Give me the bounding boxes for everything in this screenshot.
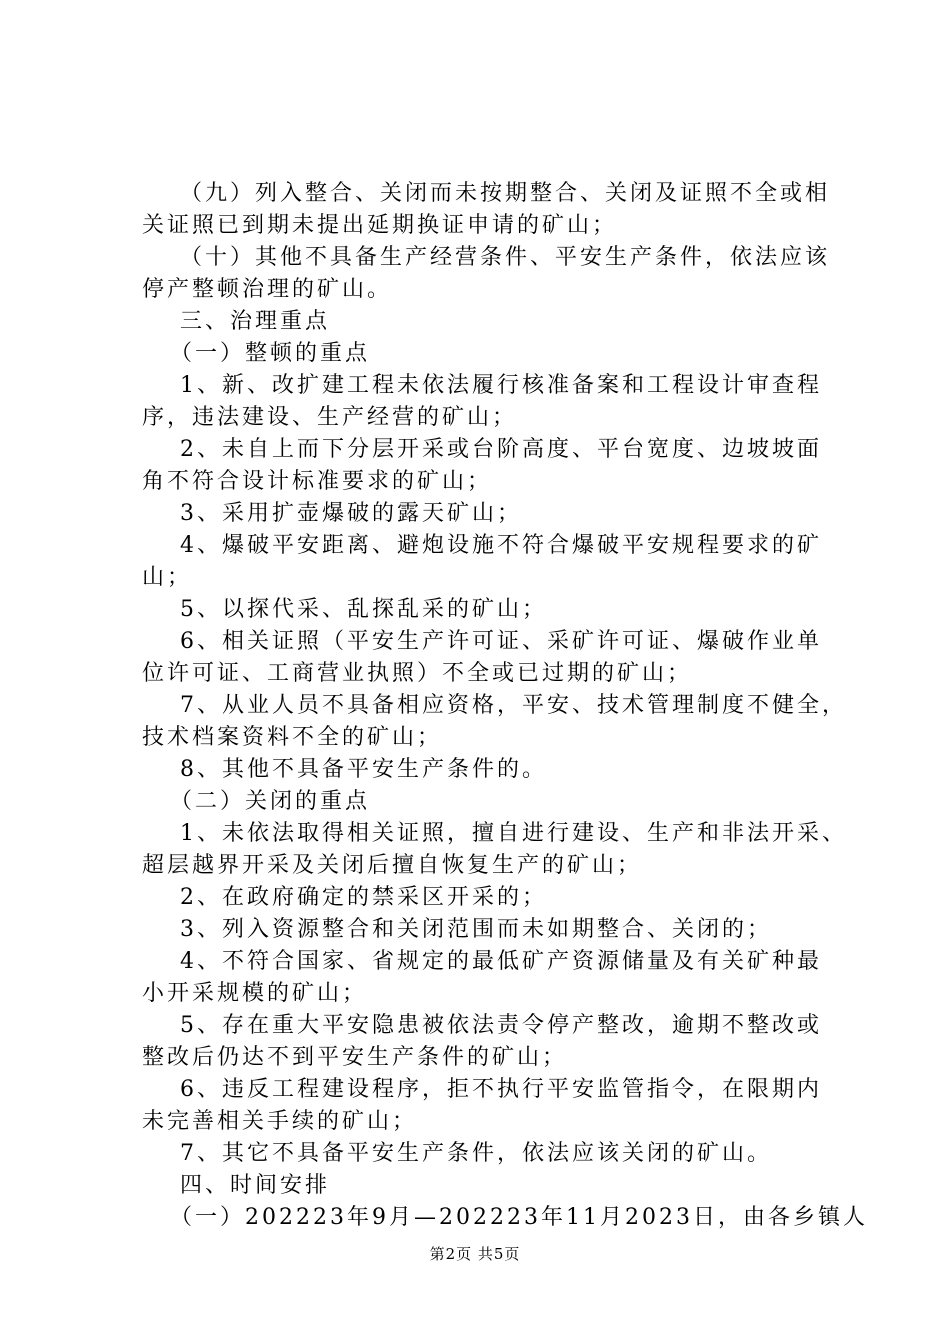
text-line: 山； xyxy=(142,565,193,590)
text-line: 7、从业人员不具备相应资格，平安、技术管理制度不健全， xyxy=(180,693,847,718)
text-line: 未完善相关手续的矿山； xyxy=(142,1109,418,1134)
text-line: 7、其它不具备平安生产条件，依法应该关闭的矿山。 xyxy=(180,1141,772,1166)
text-line: 6、相关证照（平安生产许可证、采矿许可证、爆破作业单 xyxy=(180,629,822,654)
text-line: 超层越界开采及关闭后擅自恢复生产的矿山； xyxy=(142,853,643,878)
document-body xyxy=(142,178,868,1234)
text-line: 技术档案资料不全的矿山； xyxy=(142,725,443,750)
text-line: 4、不符合国家、省规定的最低矿产资源储量及有关矿种最 xyxy=(180,949,822,974)
text-line: 位许可证、工商营业执照）不全或已过期的矿山； xyxy=(142,661,693,686)
page-footer: 第2页 共5页 xyxy=(429,1245,521,1263)
text-line: 3、列入资源整合和关闭范围而未如期整合、关闭的； xyxy=(180,917,772,942)
text-line: 6、违反工程建设程序，拒不执行平安监管指令，在限期内 xyxy=(180,1077,822,1102)
text-line: （十）其他不具备生产经营条件、平安生产条件，依法应该 xyxy=(180,245,831,270)
text-line: 整改后仍达不到平安生产条件的矿山； xyxy=(142,1045,568,1070)
text-line: 小开采规模的矿山； xyxy=(142,981,368,1006)
text-line: 四、时间安排 xyxy=(180,1173,331,1198)
text-line: 5、存在重大平安隐患被依法责令停产整改，逾期不整改或 xyxy=(180,1013,822,1038)
text-line: 序，违法建设、生产经营的矿山； xyxy=(142,405,518,430)
text-line: 2、未自上而下分层开采或台阶高度、平台宽度、边坡坡面 xyxy=(180,437,822,462)
text-line: 三、治理重点 xyxy=(180,309,331,334)
text-line: 2、在政府确定的禁采区开采的； xyxy=(180,885,547,910)
text-line: 1、未依法取得相关证照，擅自进行建设、生产和非法开采、 xyxy=(180,821,847,846)
text-line: 3、采用扩壶爆破的露天矿山； xyxy=(180,501,522,526)
text-line: 1、新、改扩建工程未依法履行核准备案和工程设计审查程 xyxy=(180,373,822,398)
text-line: （一）整顿的重点 xyxy=(170,341,371,366)
text-line: 4、爆破平安距离、避炮设施不符合爆破平安规程要求的矿 xyxy=(180,533,822,558)
text-line: （一）202223年9月—202223年11月2023日，由各乡镇人 xyxy=(170,1205,868,1230)
text-line: 角不符合设计标准要求的矿山； xyxy=(142,469,493,494)
text-line: 8、其他不具备平安生产条件的。 xyxy=(180,757,547,782)
text-line: （九）列入整合、关闭而未按期整合、关闭及证照不全或相 xyxy=(180,181,831,206)
text-line: 停产整顿治理的矿山。 xyxy=(142,277,393,302)
text-line: （二）关闭的重点 xyxy=(170,789,371,814)
text-line: 5、以探代采、乱探乱采的矿山； xyxy=(180,597,547,622)
text-line: 关证照已到期未提出延期换证申请的矿山； xyxy=(142,213,618,238)
